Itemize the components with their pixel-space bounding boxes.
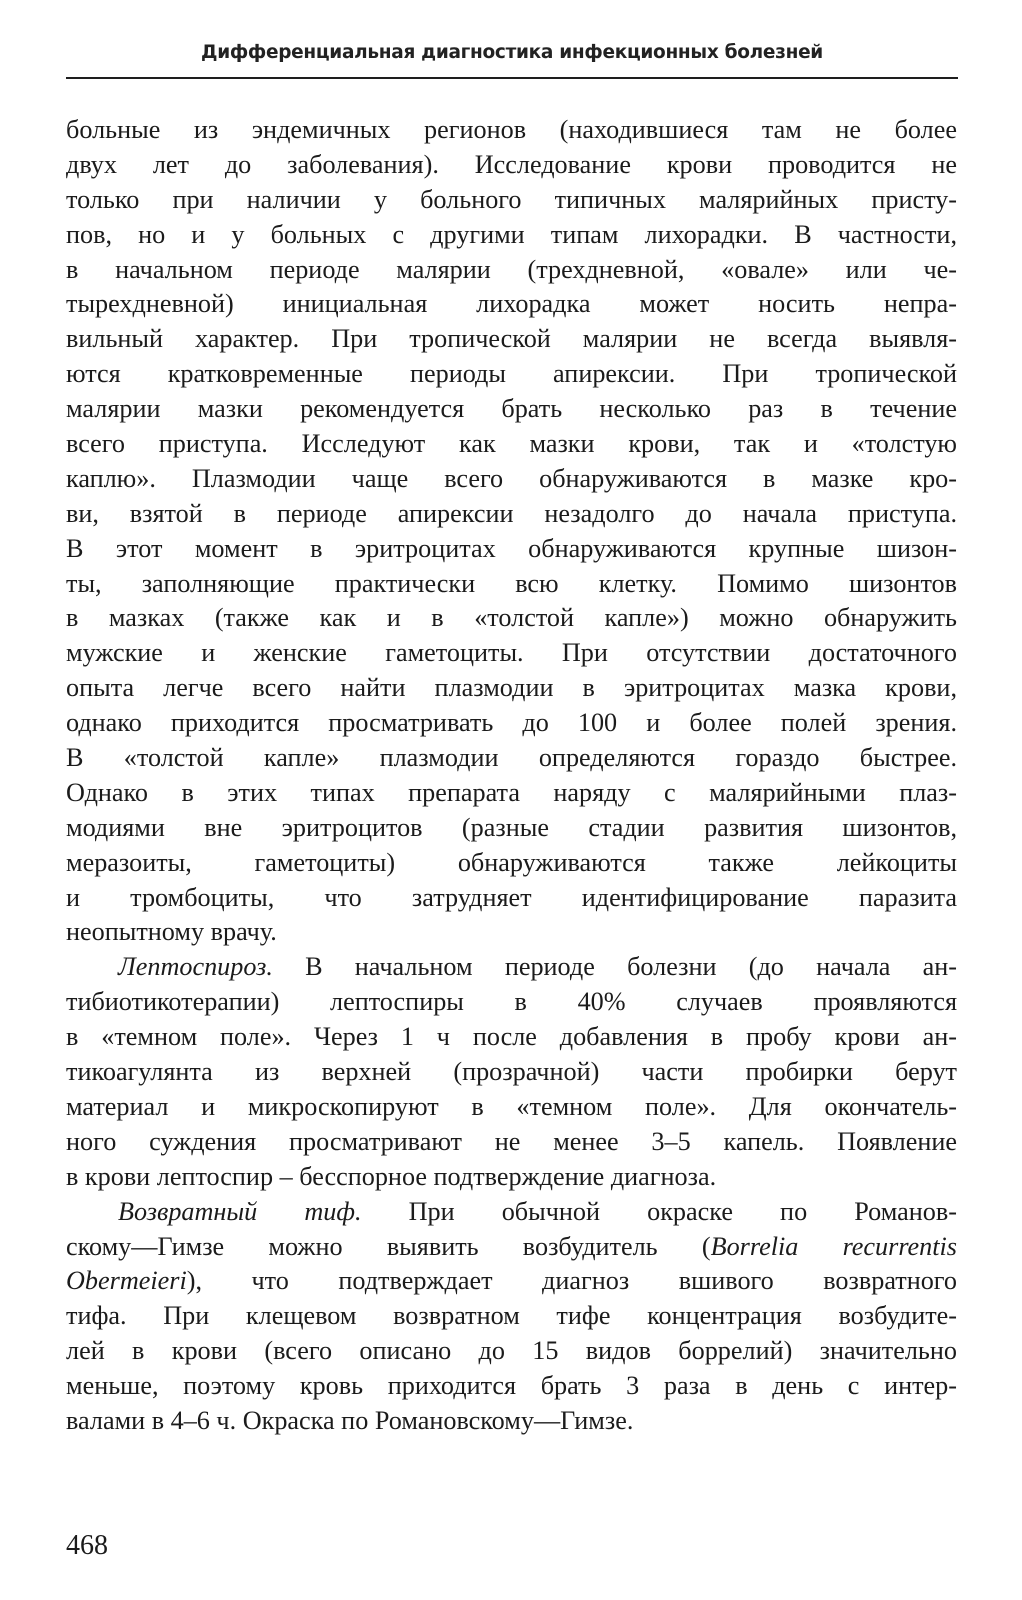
text-line: каплю». Плазмодии чаще всего обнаруживаются в мазке кро- (66, 463, 957, 493)
text-line: мужские и женские гаметоциты. При отсутствии достаточного (66, 638, 957, 668)
text-line: ты, заполняющие практически всю клетку. Помимо шизонтов (66, 568, 957, 598)
paragraph-relapsing-fever (66, 1195, 957, 1439)
text-line: ются кратковременные периоды апирексии. При тропической (66, 359, 957, 389)
text-line: опыта легче всего найти плазмодии в эритроцитах мазка крови, (66, 673, 957, 703)
text-line: всего приступа. Исследуют как мазки крови, так и «толстую (66, 429, 957, 459)
running-header: Дифференциальная диагностика инфекционных болезней (201, 42, 823, 63)
text-line: тикоагулянта из верхней (прозрачной) части пробирки берут (66, 1057, 957, 1087)
latin-name: Obermeieri (66, 1266, 187, 1296)
text-line: пов, но и у больных с другими типам лихорадки. В частности, (66, 219, 957, 249)
text-run: скому—Гимзе можно выявить возбудитель ( (66, 1231, 711, 1261)
latin-name: Borrelia recurrentis (710, 1231, 957, 1261)
section-lead-relapsing-fever: Возвратный тиф. (118, 1196, 362, 1226)
page-number: 468 (66, 1530, 108, 1561)
text-line: в начальном периоде малярии (трехдневной, «овале» или че- (66, 254, 957, 284)
text-line: меразоиты, гаметоциты) обнаруживаются также лейкоциты (66, 847, 957, 877)
text-line: больные из эндемичных регионов (находившиеся там не более (66, 115, 957, 144)
text-line: В этот момент в эритроцитах обнаруживаются крупные шизон- (66, 533, 957, 563)
text-line: в крови лептоспир – бесспорное подтверждение диагноза. (66, 1161, 717, 1191)
text-line: однако приходится просматривать до 100 и более полей зрения. (66, 708, 957, 738)
paragraph-malaria (66, 113, 957, 950)
text-line: малярии мазки рекомендуется брать несколько раз в течение (66, 394, 957, 424)
text-line: ви, взятой в периоде апирексии незадолго до начала приступа. (66, 498, 957, 528)
text-line: ного суждения просматривают не менее 3–5 капель. Появление (66, 1126, 957, 1156)
text-run: ), что подтверждает диагноз вшивого возвратного (186, 1266, 957, 1296)
text-line: в «темном поле». Через 1 ч после добавления в пробу крови ан- (66, 1022, 957, 1052)
text-line: неопытному врачу. (66, 917, 277, 947)
text-line: лей в крови (всего описано до 15 видов боррелий) значительно (66, 1336, 957, 1366)
text-line: материал и микроскопируют в «темном поле». Для окончатель- (66, 1091, 957, 1121)
text-line: только при наличии у больного типичных малярийных присту- (66, 184, 957, 214)
text-line: тырехдневной) инициальная лихорадка может носить непра- (66, 289, 957, 319)
text-line: двух лет до заболевания). Исследование крови проводится не (66, 149, 957, 179)
text-line: валами в 4–6 ч. Окраска по Романовскому—Гимзе. (66, 1405, 634, 1435)
text-line (66, 1230, 957, 1265)
text-line: модиями вне эритроцитов (разные стадии развития шизонтов, (66, 812, 957, 842)
text-line: и тромбоциты, что затрудняет идентифицирование паразита (66, 882, 957, 912)
text-line: вильный характер. При тропической малярии не всегда выявля- (66, 324, 957, 354)
text-line: тифа. При клещевом возвратном тифе концентрация возбудите- (66, 1301, 957, 1331)
text-run: В начальном периоде болезни (до начала ан- (272, 952, 957, 982)
text-line (66, 950, 957, 985)
text-run: При обычной окраске по Романов- (361, 1196, 957, 1226)
header-rule (66, 77, 958, 79)
text-line: меньше, поэтому кровь приходится брать 3 раза в день с интер- (66, 1371, 957, 1401)
text-line (66, 1195, 957, 1230)
text-line: Однако в этих типах препарата наряду с малярийными плаз- (66, 777, 957, 807)
section-lead-leptospirosis: Лептоспироз. (118, 952, 273, 982)
paragraph-leptospirosis (66, 950, 957, 1194)
text-line: В «толстой капле» плазмодии определяются гораздо быстрее. (66, 743, 957, 773)
text-line: в мазках (также как и в «толстой капле») можно обнаружить (66, 603, 957, 633)
text-line: тибиотикотерапии) лептоспиры в 40% случаев проявляются (66, 987, 957, 1017)
text-line (66, 1264, 957, 1299)
body-text (66, 113, 957, 1439)
